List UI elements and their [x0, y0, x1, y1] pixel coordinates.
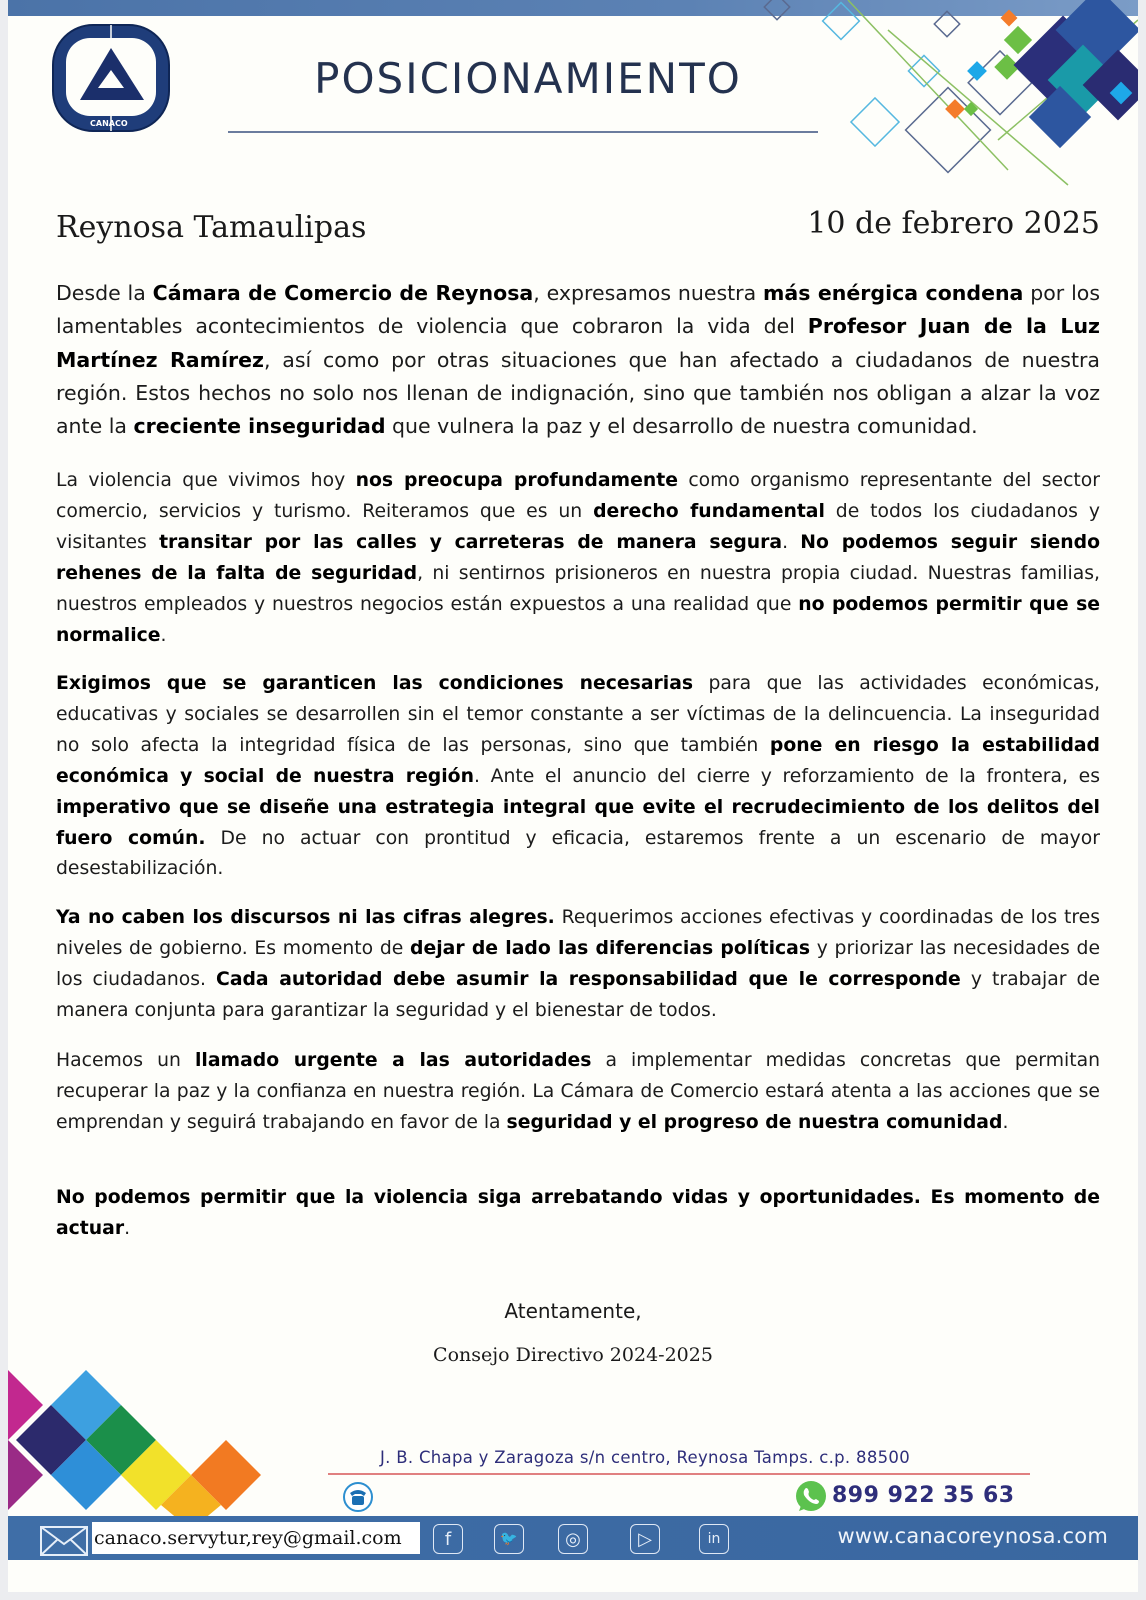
page-title: POSICIONAMIENTO — [314, 54, 742, 103]
telephone-icon — [342, 1481, 374, 1513]
paragraph — [56, 1046, 1100, 1139]
paragraph — [56, 466, 1100, 651]
paragraph — [56, 903, 1100, 1027]
twitter-icon[interactable]: 🐦 — [494, 1524, 524, 1554]
bold-run: creciente inseguridad — [133, 414, 386, 439]
text-run: . Ante el anuncio del cierre y reforzamiento de la frontera, es — [473, 765, 1100, 787]
text-run: que vulnera la paz y el desarrollo de nuestra comunidad. — [385, 414, 978, 439]
text-run: . — [160, 624, 167, 646]
text-run: como organismo representante del sector comercio, servicios y turismo. Reiteramos que es un — [56, 470, 1100, 522]
bold-run: Exigimos que se garanticen las condiciones necesarias — [56, 673, 694, 694]
address-text: J. B. Chapa y Zaragoza s/n centro, Reynosa Tamps. c.p. 88500 — [380, 1448, 911, 1467]
address-divider — [328, 1473, 1030, 1475]
text-run: De no actuar con prontitud y eficacia, estaremos frente a un escenario de mayor desestabilización. — [56, 827, 1101, 880]
text-run: , ni sentirnos prisioneros en nuestra propia ciudad. Nuestras familias, nuestros empleados y nuestros negocios están expuestos a una realidad que — [56, 562, 1100, 615]
letter-date: 10 de febrero 2025 — [807, 206, 1100, 241]
letter-place: Reynosa Tamaulipas — [56, 210, 367, 245]
bold-run: nos preocupa profundamente — [355, 470, 678, 491]
text-run: La violencia que vivimos hoy — [56, 470, 356, 491]
facebook-icon[interactable]: f — [433, 1524, 463, 1554]
text-run: . — [782, 531, 801, 553]
document-page — [8, 0, 1138, 1592]
text-run: Desde la — [56, 281, 153, 305]
text-run: a implementar medidas concretas que permitan recuperar la paz y la confianza en nuestra región. La Cámara de Comercio estará atenta a las acciones que se emprendan y seguirá trabajando en favor de la — [56, 1050, 1100, 1133]
decorative-diamonds-top — [738, 0, 1138, 190]
bold-run: Profesor Juan de la Luz Martínez Ramírez — [56, 314, 1100, 372]
paragraph — [56, 669, 1100, 885]
bold-run: más enérgica condena — [763, 281, 1024, 305]
closing-salutation: Atentamente, — [504, 1299, 642, 1323]
text-run: y trabajar de manera conjunta para garantizar la seguridad y el bienestar de todos. — [56, 968, 1100, 1021]
canaco-logo — [50, 22, 172, 134]
bold-run: no podemos permitir que se normalice — [56, 593, 1100, 646]
email-address[interactable]: canaco.servytur,rey@gmail.com — [92, 1522, 420, 1554]
text-run: . — [124, 1217, 131, 1239]
bold-run: No podemos seguir siendo rehenes de la falta de seguridad — [56, 531, 1101, 584]
title-divider — [228, 131, 818, 133]
text-run: . — [1002, 1111, 1009, 1133]
footer-bar — [8, 1516, 1138, 1560]
text-run: de todos los ciudadanos y visitantes — [56, 500, 1100, 553]
bold-run: No podemos permitir que la violencia siga arrebatando vidas y oportunidades. Es momento de actuar — [56, 1187, 1100, 1239]
text-run: , expresamos nuestra — [533, 281, 764, 305]
bold-run: Cámara de Comercio de Reynosa — [152, 281, 534, 305]
text-run: Requerimos acciones efectivas y coordinadas de los tres niveles de gobierno. Es momento de — [56, 907, 1100, 959]
bold-run: pone en riesgo la estabilidad económica y social de nuestra región — [56, 734, 1101, 787]
youtube-icon[interactable]: ▷ — [630, 1524, 660, 1554]
bold-run: Ya no caben los discursos ni las cifras alegres. — [56, 907, 555, 928]
bold-run: seguridad y el progreso de nuestra comunidad — [506, 1111, 1003, 1133]
instagram-icon[interactable]: ◎ — [558, 1524, 588, 1554]
text-run: , así como por otras situaciones que han afectado a ciudadanos de nuestra región. Estos hechos no solo nos llenan de indignación, sino que también nos obligan a alzar la voz ante la — [56, 347, 1100, 439]
paragraph — [56, 1183, 1100, 1245]
text-run: para que las actividades económicas, educativas y sociales se desarrollen sin el temor constante a ser víctimas de la delincuencia. La inseguridad no solo afecta la integridad física de las personas, sino que también — [56, 673, 1101, 756]
bold-run: dejar de lado las diferencias políticas — [410, 937, 811, 959]
whatsapp-icon — [793, 1478, 829, 1514]
bold-run: llamado urgente a las autoridades — [194, 1050, 592, 1071]
email-icon — [40, 1526, 88, 1556]
phone-number[interactable]: 899 922 35 63 — [832, 1483, 1015, 1508]
logo-text: CANACO — [90, 119, 128, 128]
bold-run: derecho fundamental — [593, 500, 825, 522]
decorative-diamonds-bottom — [8, 1370, 268, 1530]
bold-run: imperativo que se diseñe una estrategia integral que evite el recrudecimiento de los delitos del fuero común. — [56, 796, 1100, 849]
bold-run: transitar por las calles y carreteras de manera segura — [159, 531, 783, 553]
text-run: y priorizar las necesidades de los ciudadanos. — [56, 937, 1101, 990]
bold-run: Cada autoridad debe asumir la responsabilidad que le corresponde — [216, 968, 961, 990]
signature: Consejo Directivo 2024-2025 — [433, 1344, 713, 1366]
text-run: Hacemos un — [56, 1050, 195, 1071]
linkedin-icon[interactable]: in — [699, 1524, 729, 1554]
text-run: por los lamentables acontecimientos de violencia que cobraron la vida del — [56, 281, 1101, 339]
paragraph — [56, 277, 1100, 443]
website-link[interactable]: www.canacoreynosa.com — [837, 1524, 1108, 1548]
